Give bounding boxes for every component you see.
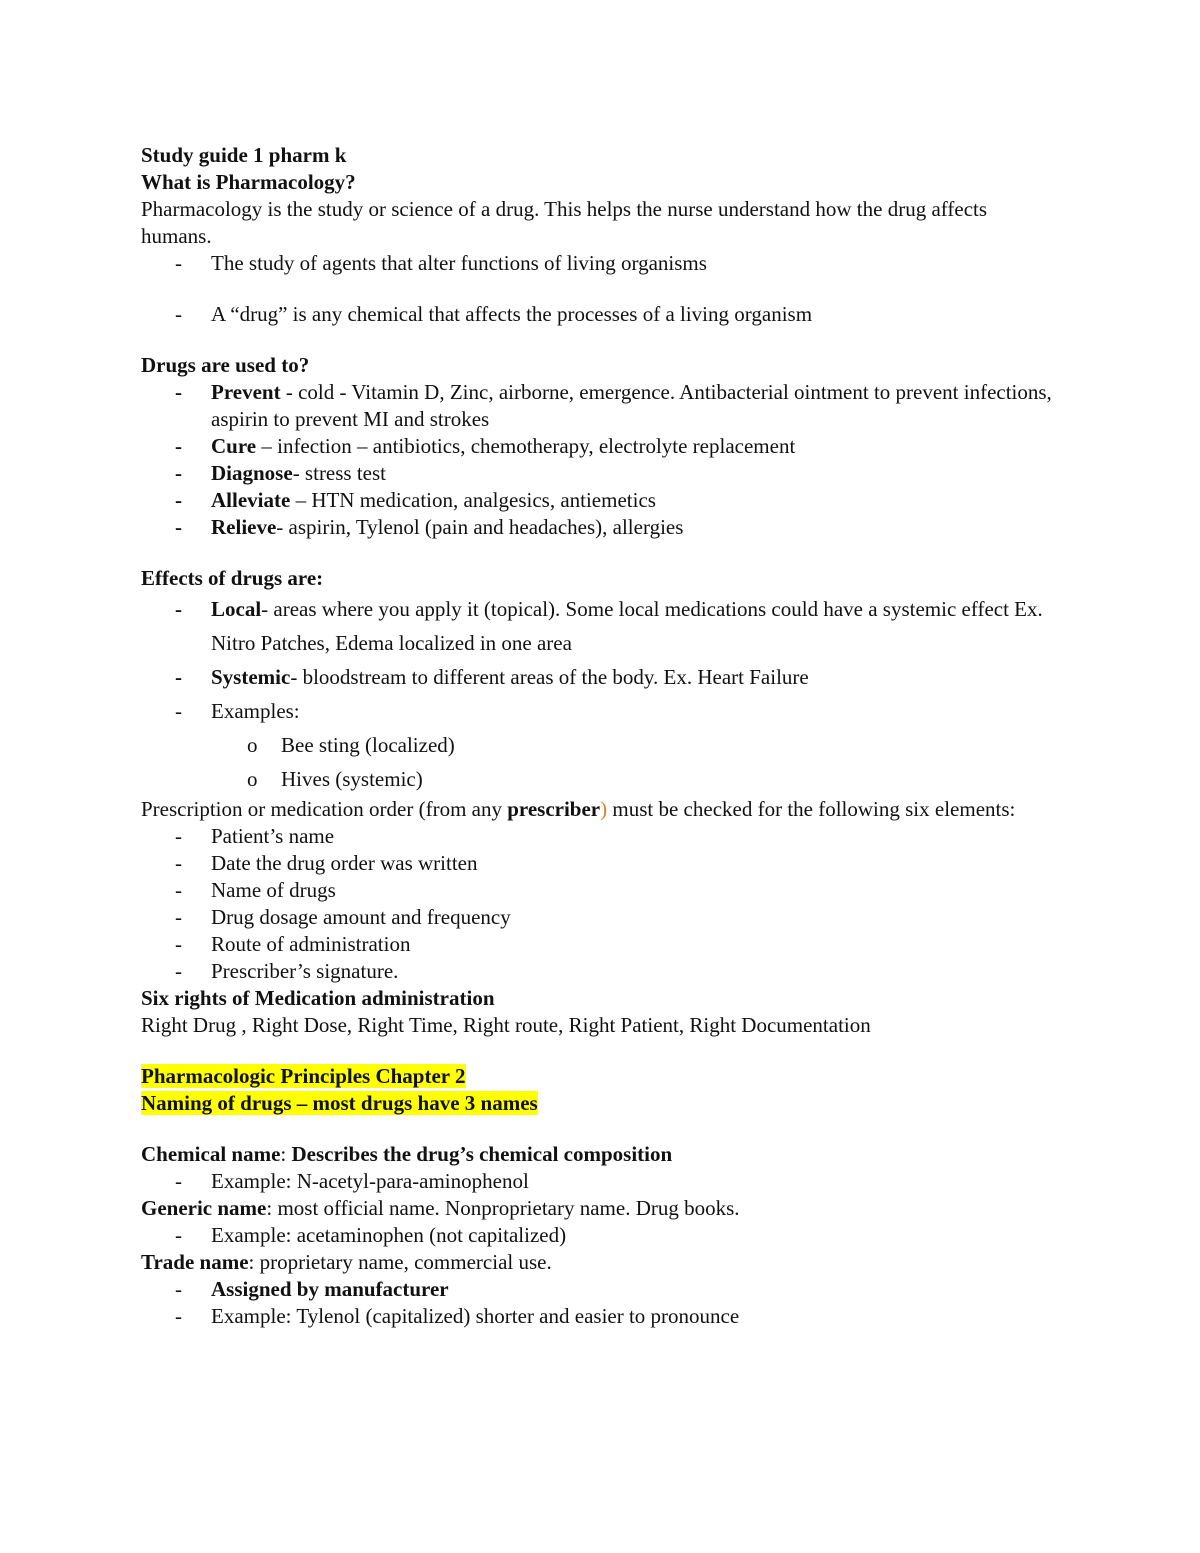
list-item: - Alleviate – HTN medication, analgesics, antiemetics — [175, 488, 656, 512]
list-item: - Prevent - cold - Vitamin D, Zinc, airborne, emergence. Antibacterial ointment to prevent infections, aspirin to prevent MI and strokes — [175, 380, 1052, 431]
generic-name-line: Generic name: most official name. Nonproprietary name. Drug books. — [141, 1196, 740, 1220]
heading-what-is-pharmacology: What is Pharmacology? — [141, 170, 356, 194]
sub-list-item: o Hives (systemic) — [247, 767, 423, 791]
trade-name-line: Trade name: proprietary name, commercial use. — [141, 1250, 552, 1274]
list-item: - Relieve- aspirin, Tylenol (pain and headaches), allergies — [175, 515, 684, 539]
heading-effects-of-drugs: Effects of drugs are: — [141, 566, 324, 590]
list-item: - Examples: — [175, 699, 300, 723]
document-title: Study guide 1 pharm k — [141, 143, 347, 167]
list-item: - Example: N-acetyl-para-aminophenol — [175, 1169, 529, 1193]
list-item: - Diagnose- stress test — [175, 461, 387, 485]
list-item: - Example: acetaminophen (not capitalized) — [175, 1223, 567, 1247]
list-item: - The study of agents that alter functions of living organisms — [175, 251, 707, 275]
sub-list-item: o Bee sting (localized) — [247, 733, 455, 757]
list-item: - A “drug” is any chemical that affects the processes of a living organism — [175, 302, 813, 326]
chemical-name-line: Chemical name: Describes the drug’s chemical composition — [141, 1142, 673, 1166]
list-item: - Prescriber’s signature. — [175, 959, 399, 983]
prescription-paragraph: Prescription or medication order (from any prescriber) must be checked for the following six elements: — [141, 797, 1016, 821]
list-item: - Cure – infection – antibiotics, chemotherapy, electrolyte replacement — [175, 434, 796, 458]
heading-chapter-2: Pharmacologic Principles Chapter 2 — [141, 1064, 466, 1088]
list-item: - Route of administration — [175, 932, 411, 956]
heading-drugs-used-to: Drugs are used to? — [141, 353, 310, 377]
list-item: - Example: Tylenol (capitalized) shorter and easier to pronounce — [175, 1304, 740, 1328]
list-item: - Date the drug order was written — [175, 851, 478, 875]
heading-six-rights: Six rights of Medication administration — [141, 986, 495, 1010]
document-page — [141, 142, 1061, 1330]
heading-naming-of-drugs: Naming of drugs – most drugs have 3 names — [141, 1091, 538, 1115]
list-item: - Patient’s name — [175, 824, 335, 848]
list-item: - Local- areas where you apply it (topical). Some local medications could have a systemic effect Ex. Nitro Patches, Edema localized in one area — [175, 597, 1043, 655]
list-item: - Assigned by manufacturer — [175, 1277, 449, 1301]
list-item: - Drug dosage amount and frequency — [175, 905, 511, 929]
list-item: - Systemic- bloodstream to different areas of the body. Ex. Heart Failure — [175, 665, 809, 689]
pharmacology-definition: Pharmacology is the study or science of a drug. This helps the nurse understand how the drug affects humans. — [141, 197, 988, 248]
list-item: - Name of drugs — [175, 878, 336, 902]
six-rights-text: Right Drug , Right Dose, Right Time, Right route, Right Patient, Right Documentation — [141, 1013, 871, 1037]
